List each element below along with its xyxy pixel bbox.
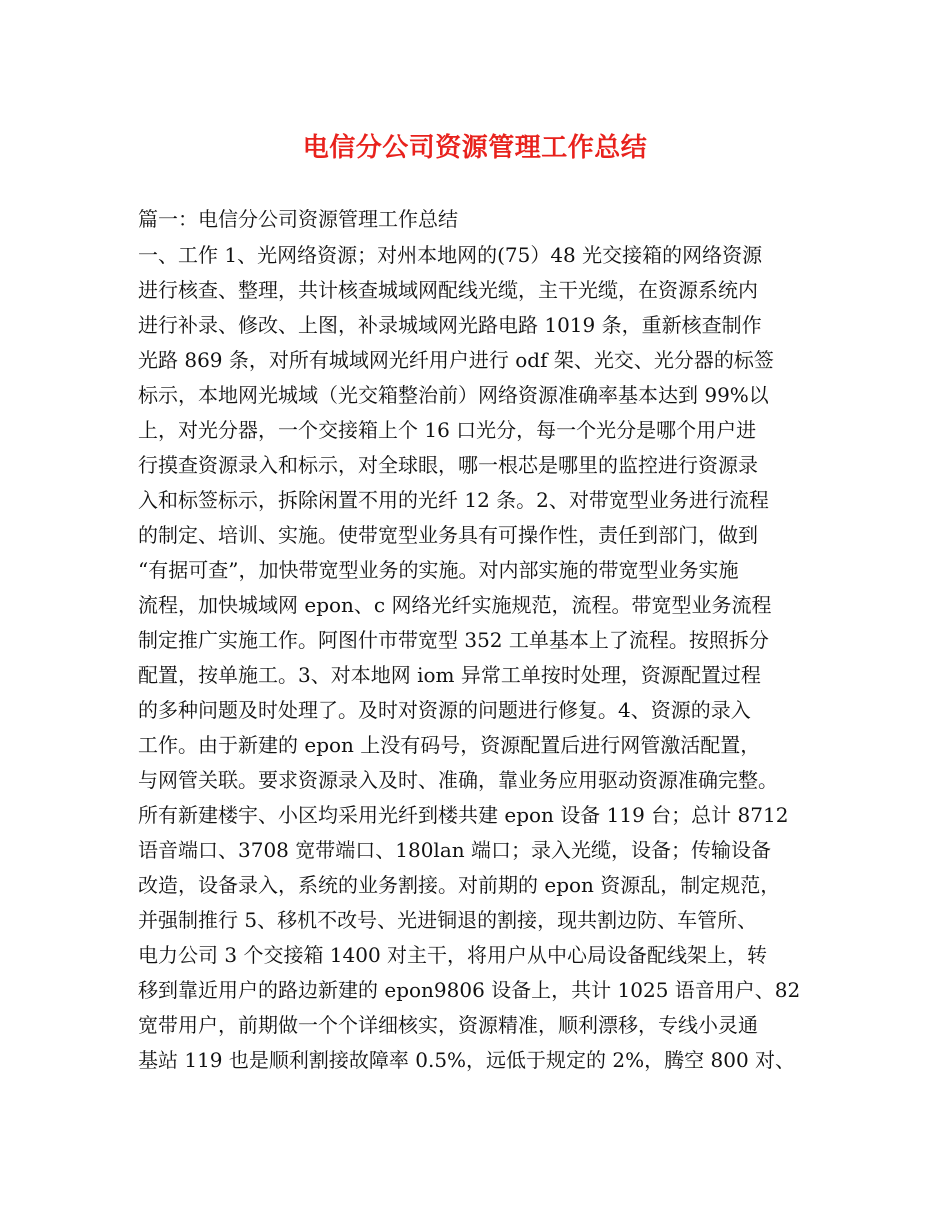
document-title: 电信分公司资源管理工作总结 <box>302 133 648 163</box>
body-line: 改造，设备录入，系统的业务割接。对前期的 epon 资源乱，制定规范， <box>138 873 781 897</box>
body-line: 制定推广实施工作。阿图什市带宽型 352 工单基本上了流程。按照拆分 <box>138 628 769 652</box>
body-line: 移到靠近用户的路边新建的 epon9806 设备上，共计 1025 语音用户、82 <box>138 978 801 1002</box>
body-line: 基站 119 也是顺利割接故障率 0.5%，远低于规定的 2%，腾空 800 对、 <box>138 1048 796 1072</box>
body-line: 进行核查、整理，共计核查城域网配线光缆，主干光缆，在资源系统内 <box>138 278 758 302</box>
body-line: 工作。由于新建的 epon 上没有码号，资源配置后进行网管激活配置， <box>138 733 761 757</box>
section-heading: 篇一：电信分公司资源管理工作总结 <box>138 207 458 231</box>
body-line: 并强制推行 5、移机不改号、光进铜退的割接，现共割边防、车管所、 <box>138 908 758 932</box>
body-line: 一、工作 1、光网络资源；对州本地网的(75）48 光交接箱的网络资源 <box>138 243 763 267</box>
body-line: 的制定、培训、实施。使带宽型业务具有可操作性，责任到部门，做到 <box>138 523 758 547</box>
body-line: 配置，按单施工。3、对本地网 iom 异常工单按时处理，资源配置过程 <box>138 663 761 687</box>
body-line: 上，对光分器，一个交接箱上个 16 口光分，每一个光分是哪个用户进 <box>138 418 757 442</box>
body-line: 宽带用户，前期做一个个详细核实，资源精准，顺利漂移，专线小灵通 <box>138 1013 758 1037</box>
body-line: 流程，加快城域网 epon、c 网络光纤实施规范，流程。带宽型业务流程 <box>138 593 772 617</box>
body-text <box>138 238 838 1078</box>
body-line: 所有新建楼宇、小区均采用光纤到楼共建 epon 设备 119 台；总计 8712 <box>138 803 789 827</box>
body-line: 与网管关联。要求资源录入及时、准确，靠业务应用驱动资源准确完整。 <box>138 768 778 792</box>
body-line: 入和标签标示，拆除闲置不用的光纤 12 条。2、对带宽型业务进行流程 <box>138 488 769 512</box>
body-line: 光路 869 条，对所有城域网光纤用户进行 odf 架、光交、光分器的标签 <box>138 348 774 372</box>
body-line: 行摸查资源录入和标示，对全球眼，哪一根芯是哪里的监控进行资源录 <box>138 453 758 477</box>
body-line: 的多种问题及时处理了。及时对资源的问题进行修复。4、资源的录入 <box>138 698 751 722</box>
body-line: 电力公司 3 个交接箱 1400 对主干，将用户从中心局设备配线架上，转 <box>138 943 768 967</box>
body-line: “有据可查”，加快带宽型业务的实施。对内部实施的带宽型业务实施 <box>138 558 739 582</box>
body-line: 标示，本地网光城域（光交箱整治前）网络资源准确率基本达到 99%以 <box>138 383 769 407</box>
body-line: 语音端口、3708 宽带端口、180lan 端口；录入光缆，设备；传输设备 <box>138 838 771 862</box>
body-line: 进行补录、修改、上图，补录城域网光路电路 1019 条，重新核查制作 <box>138 313 762 337</box>
